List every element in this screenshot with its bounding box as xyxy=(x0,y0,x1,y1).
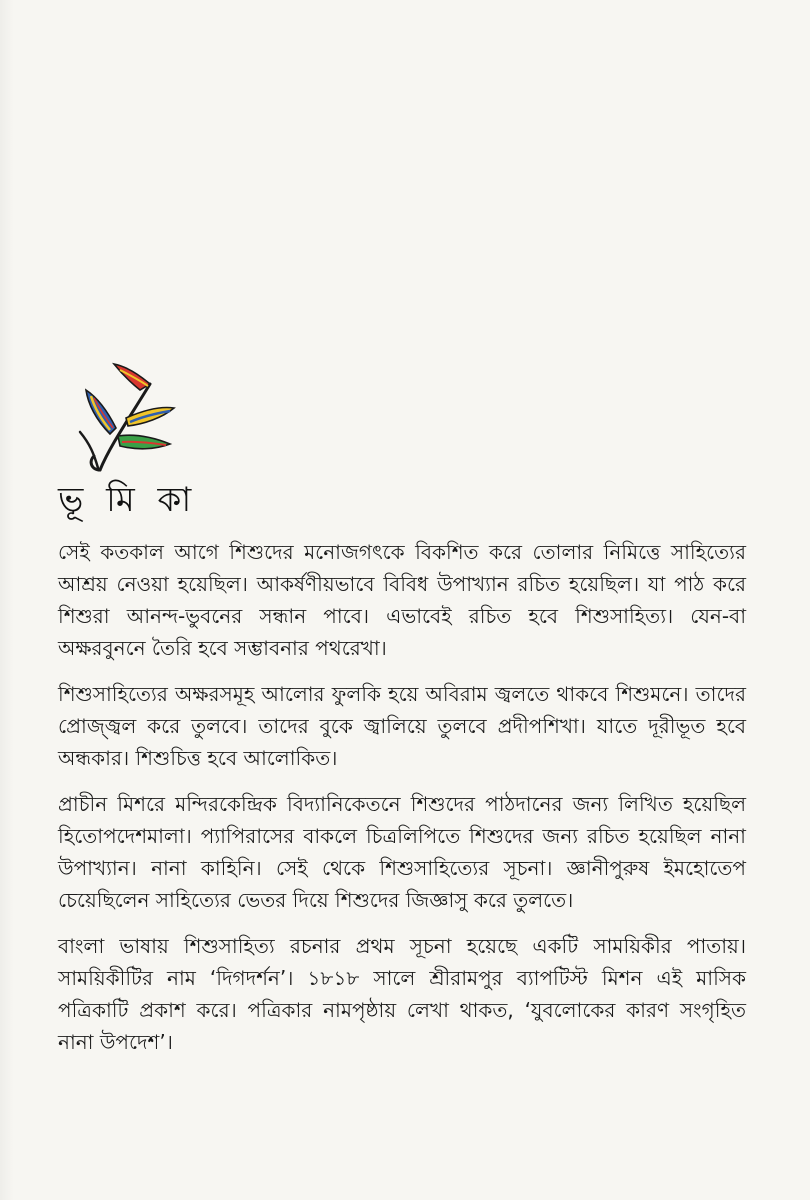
paragraph-3: প্রাচীন মিশরে মন্দিরকেন্দ্রিক বিদ্যানিকেতনে শিশুদের পাঠদানের জন্য লিখিত হয়েছিল হিতোপদেশমালা। প্যাপিরাসের বাকলে চিত্রলিপিতে শিশুদের জন্য রচিত হয়েছিল নানা উপাখ্যান। নানা কাহিনি। সেই থেকে শিশুসাহিত্যের সূচনা। জ্ঞানীপুরুষ ইমহোতেপ চেয়েছিলেন সাহিত্যের ভেতর দিয়ে শিশুদের জিজ্ঞাসু করে তুলতে। xyxy=(58,792,746,912)
paragraph-2: শিশুসাহিত্যের অক্ষরসমূহ আলোর ফুলকি হয়ে অবিরাম জ্বলতে থাকবে শিশুমনে। তাদের প্রোজ্জ্বল করে তুলবে। তাদের বুকে জ্বালিয়ে তুলবে প্রদীপশিখা। যাতে দূরীভূত হবে অন্ধকার। শিশুচিত্ত হবে আলোকিত। xyxy=(58,682,746,770)
body-text xyxy=(58,536,746,1072)
paragraph-1: সেই কতকাল আগে শিশুদের মনোজগৎকে বিকশিত করে তোলার নিমিত্তে সাহিত্যের আশ্রয় নেওয়া হয়েছিল। আকর্ষণীয়ভাবে বিবিধ উপাখ্যান রচিত হয়েছিল। যা পাঠ করে শিশুরা আনন্দ-ভুবনের সন্ধান পাবে। এভাবেই রচিত হবে শিশুসাহিত্য। যেন-বা অক্ষরবুননে তৈরি হবে সম্ভাবনার পথরেখা। xyxy=(58,540,746,660)
paragraph-4: বাংলা ভাষায় শিশুসাহিত্য রচনার প্রথম সূচনা হয়েছে একটি সাময়িকীর পাতায়। সাময়িকীটির নাম ‘দিগদর্শন’। ১৮১৮ সালে শ্রীরামপুর ব্যাপটিস্ট মিশন এই মাসিক পত্রিকাটি প্রকাশ করে। পত্রিকার নামপৃষ্ঠায় লেখা থাকত, ‘যুবলোকের কারণ সংগৃহিত নানা উপদেশ’। xyxy=(58,934,746,1054)
page-heading: ভূ মি কা xyxy=(58,480,198,520)
quill-pen-logo-icon xyxy=(70,358,182,476)
